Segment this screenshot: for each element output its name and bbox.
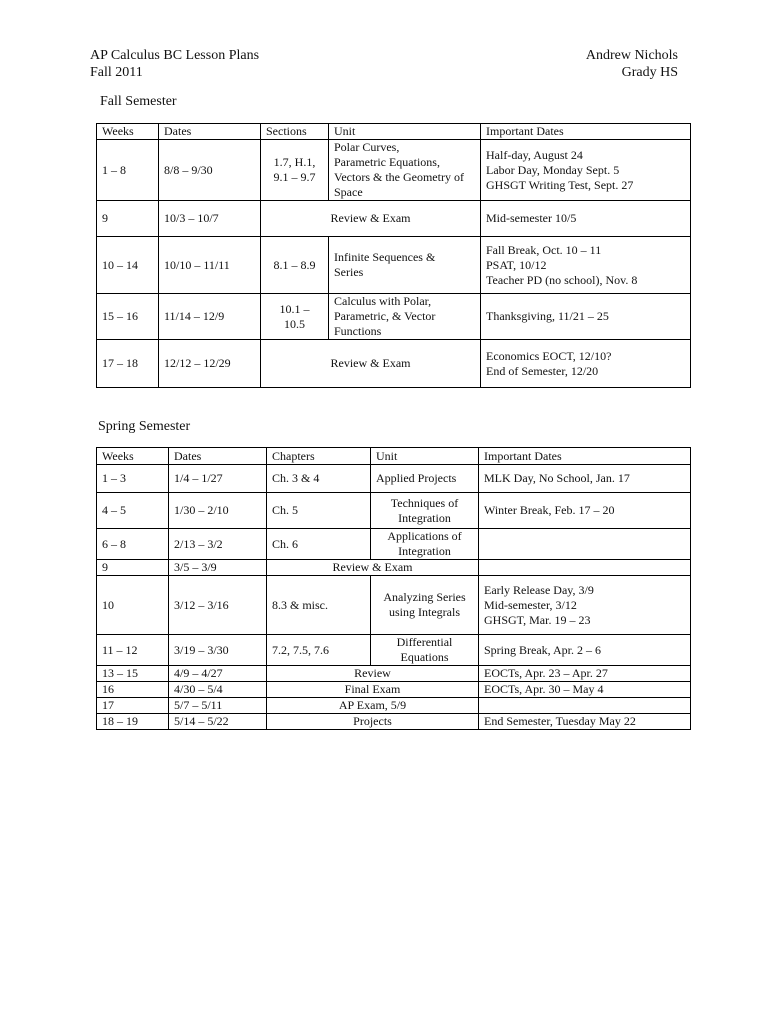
column-header: Chapters xyxy=(267,448,371,465)
unit-line: Analyzing Series xyxy=(383,590,466,604)
important-dates-cell xyxy=(481,140,691,201)
important-dates-cell xyxy=(479,635,691,666)
unit-line: Parametric Equations, xyxy=(334,155,440,169)
table-row xyxy=(97,493,691,529)
weeks-cell: 10 xyxy=(97,576,169,635)
important-dates-cell xyxy=(481,237,691,294)
important-date-line: Teacher PD (no school), Nov. 8 xyxy=(486,272,638,287)
column-header: Weeks xyxy=(97,448,169,465)
unit-line: Functions xyxy=(334,324,382,338)
unit-line: Calculus with Polar, xyxy=(334,294,432,308)
column-header: Unit xyxy=(329,124,481,140)
important-date-line: Mid-semester 10/5 xyxy=(486,211,577,225)
column-header: Dates xyxy=(159,124,261,140)
important-dates-cell xyxy=(479,714,691,730)
sections-cell xyxy=(261,140,329,201)
table-row xyxy=(97,576,691,635)
chapters-cell: 8.3 & misc. xyxy=(267,576,371,635)
important-date-line: Spring Break, Apr. 2 – 6 xyxy=(484,642,601,657)
merged-unit-cell: Final Exam xyxy=(267,682,479,698)
unit-line: Series xyxy=(334,265,364,279)
column-header: Important Dates xyxy=(479,448,691,465)
table-header-row xyxy=(97,124,691,140)
merged-unit-cell: AP Exam, 5/9 xyxy=(267,698,479,714)
unit-line: Applied Projects xyxy=(376,471,457,485)
weeks-cell: 9 xyxy=(97,560,169,576)
important-date-line: Early Release Day, 3/9 xyxy=(484,582,594,597)
merged-unit-cell: Review & Exam xyxy=(261,340,481,388)
table-row xyxy=(97,294,691,340)
column-header: Dates xyxy=(169,448,267,465)
column-header: Unit xyxy=(371,448,479,465)
chapters-cell: Ch. 5 xyxy=(267,493,371,529)
weeks-cell: 18 – 19 xyxy=(97,714,169,730)
important-date-line: PSAT, 10/12 xyxy=(486,257,547,272)
weeks-cell: 15 – 16 xyxy=(97,294,159,340)
unit-line: Integration xyxy=(398,544,451,558)
important-dates-cell xyxy=(479,493,691,529)
table-row xyxy=(97,635,691,666)
unit-line: Vectors & the Geometry of xyxy=(334,170,464,184)
unit-line: Integration xyxy=(398,510,451,525)
weeks-cell: 1 – 8 xyxy=(97,140,159,201)
important-dates-cell xyxy=(481,201,691,237)
dates-cell: 1/30 – 2/10 xyxy=(169,493,267,529)
important-date-line: GHSGT, Mar. 19 – 23 xyxy=(484,612,591,627)
table-row xyxy=(97,237,691,294)
unit-cell xyxy=(329,140,481,201)
merged-unit-cell: Review & Exam xyxy=(267,560,479,576)
course-title: AP Calculus BC Lesson Plans xyxy=(90,48,260,63)
important-dates-cell xyxy=(479,666,691,682)
merged-unit-cell: Review xyxy=(267,666,479,682)
sections-line: 8.1 – 8.9 xyxy=(273,257,316,272)
important-date-line: Economics EOCT, 12/10? xyxy=(486,348,612,363)
important-dates-cell xyxy=(481,294,691,340)
important-dates-cell xyxy=(479,576,691,635)
chapters-cell: Ch. 3 & 4 xyxy=(267,465,371,493)
weeks-cell: 11 – 12 xyxy=(97,635,169,666)
important-date-line: MLK Day, No School, Jan. 17 xyxy=(484,471,630,485)
unit-cell xyxy=(371,465,479,493)
fall-schedule-table xyxy=(96,123,691,388)
table-header-row xyxy=(97,448,691,465)
fall-semester-title: Fall Semester xyxy=(100,94,177,109)
important-date-line: Winter Break, Feb. 17 – 20 xyxy=(484,503,615,517)
unit-line: using Integrals xyxy=(389,605,460,619)
dates-cell: 5/14 – 5/22 xyxy=(169,714,267,730)
term-label: Fall 2011 xyxy=(90,65,143,80)
sections-cell xyxy=(261,294,329,340)
weeks-cell: 6 – 8 xyxy=(97,529,169,560)
table-row xyxy=(97,340,691,388)
dates-cell: 12/12 – 12/29 xyxy=(159,340,261,388)
unit-cell xyxy=(371,529,479,560)
dates-cell: 4/30 – 5/4 xyxy=(169,682,267,698)
weeks-cell: 1 – 3 xyxy=(97,465,169,493)
weeks-cell: 17 – 18 xyxy=(97,340,159,388)
important-dates-cell xyxy=(481,340,691,388)
weeks-cell: 4 – 5 xyxy=(97,493,169,529)
document-header-left xyxy=(90,47,259,81)
spring-schedule-table xyxy=(96,447,691,730)
merged-unit-cell: Review & Exam xyxy=(261,201,481,237)
merged-unit-cell: Projects xyxy=(267,714,479,730)
dates-cell: 5/7 – 5/11 xyxy=(169,698,267,714)
weeks-cell: 17 xyxy=(97,698,169,714)
table-row xyxy=(97,465,691,493)
table-row xyxy=(97,201,691,237)
important-dates-cell xyxy=(479,560,691,576)
sections-line: 10.5 xyxy=(284,316,305,331)
unit-line: Space xyxy=(334,185,363,199)
chapters-cell: 7.2, 7.5, 7.6 xyxy=(267,635,371,666)
unit-line: Polar Curves, xyxy=(334,140,400,154)
important-date-line: Labor Day, Monday Sept. 5 xyxy=(486,162,620,177)
important-date-line: GHSGT Writing Test, Sept. 27 xyxy=(486,177,634,192)
weeks-cell: 10 – 14 xyxy=(97,237,159,294)
unit-line: Infinite Sequences & xyxy=(334,250,436,264)
dates-cell: 3/19 – 3/30 xyxy=(169,635,267,666)
unit-cell xyxy=(371,576,479,635)
table-row xyxy=(97,560,691,576)
important-date-line: Mid-semester, 3/12 xyxy=(484,597,577,612)
dates-cell: 1/4 – 1/27 xyxy=(169,465,267,493)
weeks-cell: 13 – 15 xyxy=(97,666,169,682)
sections-cell xyxy=(261,237,329,294)
dates-cell: 8/8 – 9/30 xyxy=(159,140,261,201)
important-date-line: End of Semester, 12/20 xyxy=(486,363,599,378)
sections-line: 1.7, H.1, xyxy=(273,155,316,169)
unit-line: Differential xyxy=(396,635,453,649)
document-header-right xyxy=(586,47,678,81)
dates-cell: 3/12 – 3/16 xyxy=(169,576,267,635)
column-header: Sections xyxy=(261,124,329,140)
sections-line: 9.1 – 9.7 xyxy=(273,170,316,184)
important-date-line: Thanksgiving, 11/21 – 25 xyxy=(486,309,609,323)
chapters-cell: Ch. 6 xyxy=(267,529,371,560)
important-date-line: End Semester, Tuesday May 22 xyxy=(484,714,636,728)
spring-semester-title: Spring Semester xyxy=(98,419,191,434)
unit-line: Parametric, & Vector xyxy=(334,309,436,323)
dates-cell: 11/14 – 12/9 xyxy=(159,294,261,340)
unit-line: Applications of xyxy=(387,529,462,543)
weeks-cell: 9 xyxy=(97,201,159,237)
important-date-line: EOCTs, Apr. 23 – Apr. 27 xyxy=(484,666,608,680)
dates-cell: 10/10 – 11/11 xyxy=(159,237,261,294)
table-row xyxy=(97,714,691,730)
dates-cell: 10/3 – 10/7 xyxy=(159,201,261,237)
unit-line: Equations xyxy=(400,650,449,664)
teacher-name: Andrew Nichols xyxy=(585,48,678,63)
unit-cell xyxy=(329,237,481,294)
unit-cell xyxy=(371,493,479,529)
table-row xyxy=(97,698,691,714)
dates-cell: 4/9 – 4/27 xyxy=(169,666,267,682)
important-date-line: EOCTs, Apr. 30 – May 4 xyxy=(484,682,604,696)
table-row xyxy=(97,529,691,560)
sections-line: 10.1 – xyxy=(279,301,310,316)
table-row xyxy=(97,140,691,201)
school-name: Grady HS xyxy=(621,65,678,80)
important-date-line: Fall Break, Oct. 10 – 11 xyxy=(486,242,602,257)
important-dates-cell xyxy=(479,682,691,698)
table-row xyxy=(97,682,691,698)
dates-cell: 2/13 – 3/2 xyxy=(169,529,267,560)
table-row xyxy=(97,666,691,682)
unit-cell xyxy=(329,294,481,340)
important-dates-cell xyxy=(479,529,691,560)
dates-cell: 3/5 – 3/9 xyxy=(169,560,267,576)
important-dates-cell xyxy=(479,465,691,493)
important-date-line: Half-day, August 24 xyxy=(486,147,583,162)
important-dates-cell xyxy=(479,698,691,714)
column-header: Weeks xyxy=(97,124,159,140)
column-header: Important Dates xyxy=(481,124,691,140)
unit-cell xyxy=(371,635,479,666)
unit-line: Techniques of xyxy=(390,495,459,510)
weeks-cell: 16 xyxy=(97,682,169,698)
